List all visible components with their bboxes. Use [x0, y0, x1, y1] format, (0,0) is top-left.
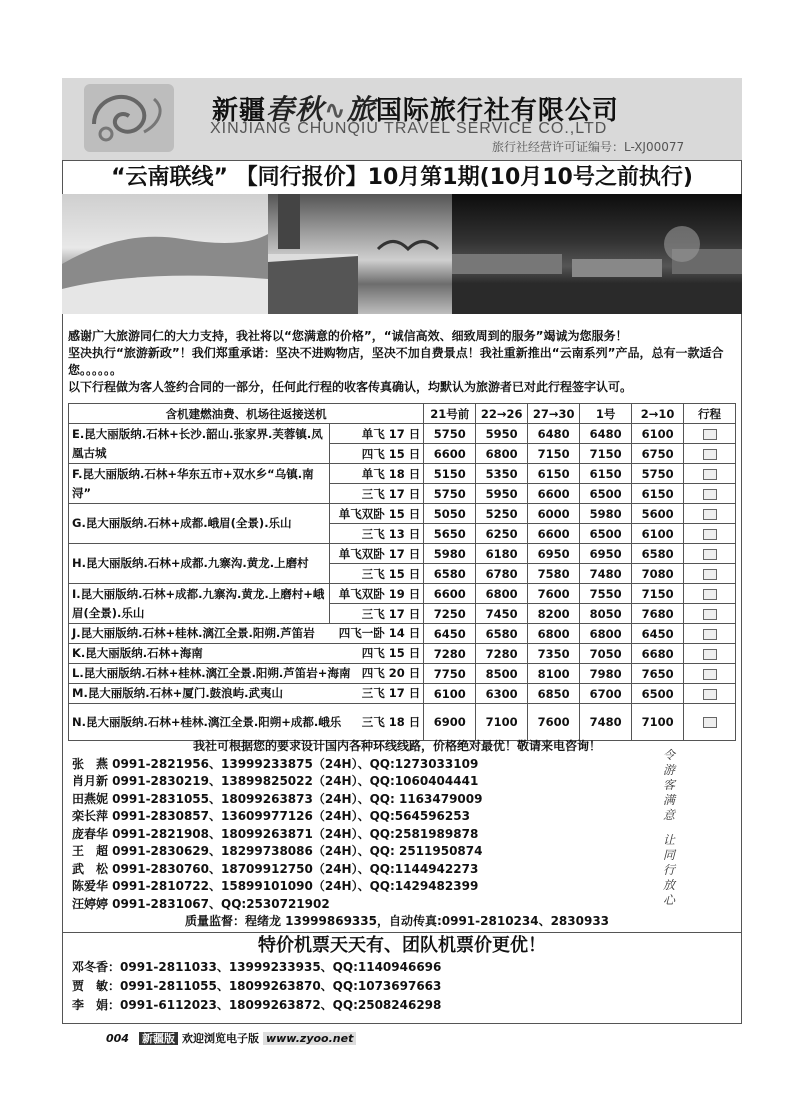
contact-person: 张 燕 0991-2821956、13999233875（24H）、QQ:1273033109: [72, 756, 479, 771]
table-row: [69, 504, 736, 524]
price-cell: 6680: [632, 644, 684, 664]
flight-option: 单飞 18 日: [330, 464, 424, 484]
itinerary-doc-icon[interactable]: [703, 469, 717, 480]
itinerary-doc-icon[interactable]: [703, 509, 717, 520]
price-cell: 6500: [632, 684, 684, 704]
itinerary-doc-icon[interactable]: [703, 429, 717, 440]
column-header: 行程: [684, 404, 736, 424]
price-cell: 5600: [632, 504, 684, 524]
slogan-char: 同: [662, 848, 675, 862]
contact-person: 武 松 0991-2830760、18709912750（24H）、QQ:1144942273: [72, 861, 479, 876]
price-cell: 6480: [580, 424, 632, 444]
price-cell: 6300: [476, 684, 528, 704]
route-label: L.昆大丽版纳.石林+桂林.漓江全景.阳朔.芦笛岩+海南: [72, 666, 351, 680]
price-cell: 6900: [424, 704, 476, 741]
price-cell: 8050: [580, 604, 632, 624]
price-cell: 8100: [528, 664, 580, 684]
itinerary-doc-icon[interactable]: [703, 589, 717, 600]
flight-option: 四飞 20 日: [361, 666, 421, 680]
photo-terraced-fields: [62, 194, 268, 314]
price-cell: 6800: [528, 624, 580, 644]
column-header: 21号前: [424, 404, 476, 424]
itinerary-cell[interactable]: [684, 584, 736, 604]
itinerary-cell[interactable]: [684, 444, 736, 464]
footer-text: 欢迎浏览电子版: [181, 1032, 259, 1045]
price-cell: 7100: [632, 704, 684, 741]
column-header: 22→26: [476, 404, 528, 424]
price-cell: 7150: [632, 584, 684, 604]
price-cell: 6450: [424, 624, 476, 644]
header-note: 含机建燃油费、机场往返接送机: [69, 404, 424, 424]
price-table: [68, 403, 736, 741]
price-cell: 7050: [580, 644, 632, 664]
company-name-cn: 新疆春秋∿旅国际旅行社有限公司: [212, 93, 619, 126]
page-title: “云南联线” 【同行报价】10月第1期(10月10号之前执行): [111, 165, 693, 190]
flight-option: 三飞 18 日: [361, 714, 421, 729]
price-cell: 7600: [528, 704, 580, 741]
price-cell: 6600: [424, 444, 476, 464]
itinerary-doc-icon[interactable]: [703, 669, 717, 680]
slogan-char: 放: [662, 878, 675, 892]
table-header-row: [69, 404, 736, 424]
itinerary-cell[interactable]: [684, 544, 736, 564]
photo-lake-bridge: [268, 194, 452, 314]
price-cell: 7150: [580, 444, 632, 464]
itinerary-doc-icon[interactable]: [703, 449, 717, 460]
contact-list: [72, 738, 722, 931]
ticket-contact: 邓冬香：0991-2811033、13999233935、QQ:1140946696: [72, 960, 442, 974]
price-cell: 7750: [424, 664, 476, 684]
table-row: [69, 584, 736, 604]
price-cell: 6250: [476, 524, 528, 544]
price-cell: 6950: [528, 544, 580, 564]
price-cell: 6580: [476, 624, 528, 644]
route-name: [69, 664, 424, 684]
slogan-char: 客: [662, 778, 675, 792]
itinerary-cell[interactable]: [684, 624, 736, 644]
price-cell: 6700: [580, 684, 632, 704]
price-cell: 7100: [476, 704, 528, 741]
price-cell: 7550: [580, 584, 632, 604]
intro-line: 以下行程做为客人签约合同的一部分，任何此行程的收客传真确认，均默认为旅游者已对此行程签字认可。: [68, 380, 633, 394]
price-cell: 5980: [580, 504, 632, 524]
slogan-char: 意: [662, 808, 675, 822]
route-name: [69, 644, 424, 664]
contact-person: 王 超 0991-2830629、18299738086（24H）、QQ: 2511950874: [72, 844, 483, 858]
route-name: [69, 684, 424, 704]
price-cell: 7600: [528, 584, 580, 604]
intro-text: [68, 328, 738, 396]
price-cell: 6780: [476, 564, 528, 584]
column-header: 1号: [580, 404, 632, 424]
price-cell: 8200: [528, 604, 580, 624]
price-cell: 6000: [528, 504, 580, 524]
route-name: G.昆大丽版纳.石林+成都.峨眉(全景).乐山: [69, 504, 330, 544]
price-cell: 7250: [424, 604, 476, 624]
flight-option: 三飞 17 日: [330, 484, 424, 504]
flight-option: 四飞一卧 14 日: [338, 626, 421, 640]
price-cell: 6450: [632, 624, 684, 644]
route-name: F.昆大丽版纳.石林+华东五市+双水乡“乌镇.南浔”: [69, 464, 330, 504]
price-cell: 6500: [580, 484, 632, 504]
flight-option: 四飞 15 日: [361, 646, 421, 660]
itinerary-doc-icon[interactable]: [703, 569, 717, 580]
contact-person: 陈爱华 0991-2810722、15899101090（24H）、QQ:1429482399: [72, 879, 479, 893]
flight-option: 三飞 15 日: [330, 564, 424, 584]
special-ticket-headline: 特价机票天天有、团队机票价更优！: [258, 935, 546, 956]
table-row: [69, 544, 736, 564]
route-label: N.昆大丽版纳.石林+桂林.漓江全景.阳朔+成都.峨乐: [72, 714, 342, 729]
flight-option: 单飞 17 日: [330, 424, 424, 444]
price-cell: 7080: [632, 564, 684, 584]
column-header: 2→10: [632, 404, 684, 424]
route-name: H.昆大丽版纳.石林+成都.九寨沟.黄龙.上磨村: [69, 544, 330, 584]
header-banner: [62, 78, 742, 161]
price-cell: 7150: [528, 444, 580, 464]
price-cell: 6480: [528, 424, 580, 444]
table-row: [69, 464, 736, 484]
ticket-contact: 贾 敏：0991-2811055、18099263870、QQ:1073697663: [72, 979, 442, 993]
flight-option: 单飞双卧 15 日: [330, 504, 424, 524]
route-name: E.昆大丽版纳.石林+长沙.韶山.张家界.芙蓉镇.凤凰古城: [69, 424, 330, 464]
flight-option: 三飞 17 日: [361, 686, 421, 700]
photo-night-waterfront: [452, 194, 742, 314]
price-cell: 6100: [424, 684, 476, 704]
price-cell: 6950: [580, 544, 632, 564]
intro-line: 坚决执行“旅游新政”！我们郑重承诺：坚决不进购物店，坚决不加自费景点！我社重新推出“云南系列”产品，总有一款适合您。。。。。。: [68, 346, 724, 377]
itinerary-cell[interactable]: [684, 524, 736, 544]
price-cell: 7450: [476, 604, 528, 624]
price-cell: 7650: [632, 664, 684, 684]
ticket-contact: 李 娟：0991-6112023、18099263872、QQ:2508246298: [72, 998, 442, 1012]
column-header: 27→30: [528, 404, 580, 424]
price-cell: 6800: [476, 584, 528, 604]
price-cell: 6850: [528, 684, 580, 704]
price-cell: 5950: [476, 484, 528, 504]
price-cell: 6150: [528, 464, 580, 484]
intro-line: 感谢广大旅游同仁的大力支持，我社将以“您满意的价格”，“诚信高效、细致周到的服务”竭诚为您服务！: [68, 329, 628, 343]
price-cell: 5750: [632, 464, 684, 484]
price-cell: 6800: [580, 624, 632, 644]
route-name: I.昆大丽版纳.石林+成都.九寨沟.黄龙.上磨村+峨眉(全景).乐山: [69, 584, 330, 624]
price-cell: 6150: [632, 484, 684, 504]
itinerary-cell[interactable]: [684, 644, 736, 664]
price-cell: 7280: [476, 644, 528, 664]
route-name: [69, 624, 424, 644]
price-cell: 5650: [424, 524, 476, 544]
itinerary-doc-icon[interactable]: [703, 489, 717, 500]
itinerary-doc-icon[interactable]: [703, 549, 717, 560]
price-cell: 7680: [632, 604, 684, 624]
price-cell: 5350: [476, 464, 528, 484]
price-cell: 6150: [580, 464, 632, 484]
license-number: 旅行社经营许可证编号：L-XJ00077: [492, 140, 685, 154]
price-cell: 6600: [528, 524, 580, 544]
slogan-char: 令: [662, 748, 675, 762]
photo-strip: [62, 194, 742, 314]
price-cell: 5050: [424, 504, 476, 524]
itinerary-cell[interactable]: [684, 604, 736, 624]
route-name: [69, 704, 424, 741]
itinerary-cell[interactable]: [684, 464, 736, 484]
contact-person: 栾长萍 0991-2830857、13609977126（24H）、QQ:564596253: [72, 809, 470, 823]
route-label: J.昆大丽版纳.石林+桂林.漓江全景.阳朔.芦笛岩: [72, 626, 315, 640]
price-cell: 6750: [632, 444, 684, 464]
slogan-line-2: [655, 833, 683, 908]
slogan-char: 心: [662, 893, 675, 907]
price-cell: 6580: [632, 544, 684, 564]
route-label: K.昆大丽版纳.石林+海南: [72, 646, 203, 660]
contact-person: 庞春华 0991-2821908、18099263871（24H）、QQ:2581989878: [72, 826, 479, 841]
price-cell: 6100: [632, 424, 684, 444]
itinerary-cell[interactable]: [684, 704, 736, 741]
price-cell: 5950: [476, 424, 528, 444]
price-cell: 7350: [528, 644, 580, 664]
price-cell: 5750: [424, 484, 476, 504]
price-cell: 6580: [424, 564, 476, 584]
edition-badge: 新疆版: [139, 1032, 178, 1045]
slogan-char: 游: [662, 763, 675, 777]
table-row: [69, 684, 736, 704]
flight-option: 单飞双卧 19 日: [330, 584, 424, 604]
price-cell: 6500: [580, 524, 632, 544]
itinerary-doc-icon[interactable]: [703, 689, 717, 700]
flight-option: 四飞 15 日: [330, 444, 424, 464]
website-link[interactable]: www.zyoo.net: [263, 1032, 356, 1045]
table-row: [69, 704, 736, 741]
itinerary-doc-icon[interactable]: [703, 609, 717, 620]
price-cell: 7580: [528, 564, 580, 584]
table-row: [69, 424, 736, 444]
itinerary-cell[interactable]: [684, 664, 736, 684]
price-cell: 6600: [528, 484, 580, 504]
itinerary-cell[interactable]: [684, 484, 736, 504]
itinerary-cell[interactable]: [684, 684, 736, 704]
itinerary-doc-icon[interactable]: [703, 529, 717, 540]
route-label: M.昆大丽版纳.石林+厦门.鼓浪屿.武夷山: [72, 686, 284, 700]
company-name-en: XINJIANG CHUNQIU TRAVEL SERVICE CO.,LTD: [210, 120, 608, 137]
flight-option: 三飞 17 日: [330, 604, 424, 624]
itinerary-cell[interactable]: [684, 424, 736, 444]
company-logo: [84, 84, 174, 152]
price-cell: 5980: [424, 544, 476, 564]
section-divider: [62, 932, 742, 933]
contact-note: 我社可根据您的要求设计国内各种环线线路，价格绝对最优！敬请来电咨询！: [192, 739, 601, 753]
price-cell: 6100: [632, 524, 684, 544]
price-cell: 6800: [476, 444, 528, 464]
price-cell: 5750: [424, 424, 476, 444]
itinerary-doc-icon[interactable]: [703, 717, 717, 728]
slogan-vertical: [655, 748, 683, 908]
itinerary-doc-icon[interactable]: [703, 649, 717, 660]
contact-person: 肖月新 0991-2830219、13899825022（24H）、QQ:1060404441: [72, 774, 479, 788]
itinerary-cell[interactable]: [684, 564, 736, 584]
slogan-char: 满: [662, 793, 675, 807]
price-cell: 7980: [580, 664, 632, 684]
itinerary-cell[interactable]: [684, 504, 736, 524]
price-cell: 6600: [424, 584, 476, 604]
price-cell: 5150: [424, 464, 476, 484]
table-row: [69, 664, 736, 684]
price-cell: 7280: [424, 644, 476, 664]
price-cell: 8500: [476, 664, 528, 684]
ticket-contact-list: [72, 958, 722, 1015]
page-number: 004: [106, 1032, 129, 1045]
price-cell: 6180: [476, 544, 528, 564]
page-footer: [106, 1030, 356, 1044]
slogan-char: 行: [662, 863, 675, 877]
flight-option: 三飞 13 日: [330, 524, 424, 544]
contact-person: 田燕妮 0991-2831055、18099263873（24H）、QQ: 1163479009: [72, 791, 483, 806]
flight-option: 单飞双卧 17 日: [330, 544, 424, 564]
quality-supervision: 质量监督：程绪龙 13999869335，自动传真:0991-2810234、2830933: [184, 914, 610, 928]
slogan-char: 让: [662, 833, 675, 847]
table-row: [69, 644, 736, 664]
table-row: [69, 624, 736, 644]
price-cell: 7480: [580, 704, 632, 741]
itinerary-doc-icon[interactable]: [703, 629, 717, 640]
slogan-line-1: [655, 748, 683, 823]
price-cell: 5250: [476, 504, 528, 524]
price-cell: 7480: [580, 564, 632, 584]
contact-person: 汪婷婷 0991-2831067、QQ:2530721902: [72, 896, 330, 911]
